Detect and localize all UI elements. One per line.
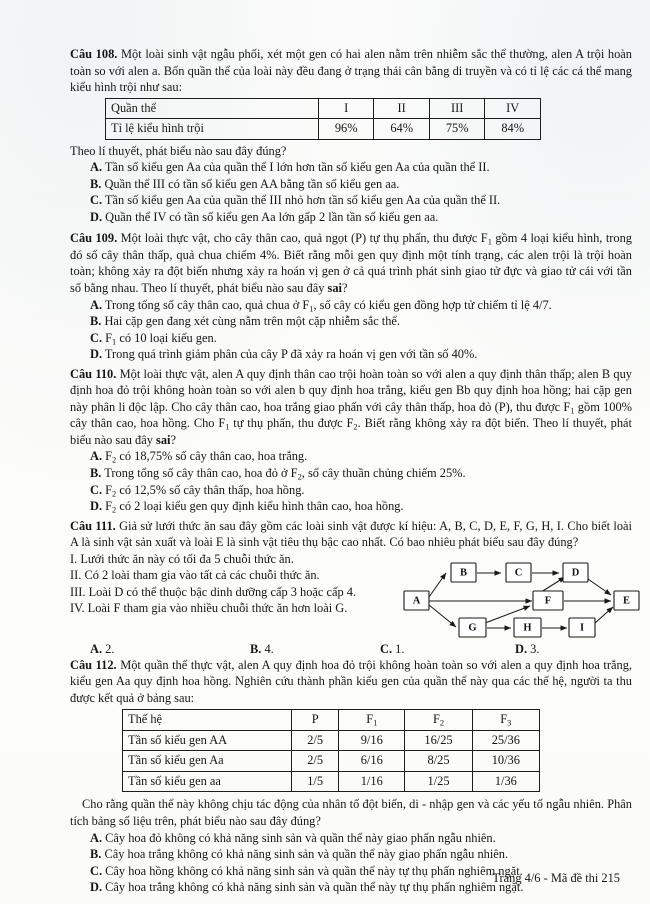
option-label: C. — [380, 641, 393, 656]
option-label: B. — [90, 466, 102, 481]
statement-iii: III. Loài D có thể thuộc bậc dinh dưỡng cấp 3 hoặc cấp 4. — [70, 584, 357, 599]
cell-aa-p: 2/5 — [292, 730, 339, 751]
svg-text:F: F — [544, 595, 552, 607]
question-108-option-d[interactable] — [70, 209, 632, 226]
table-row — [106, 98, 541, 119]
option-text: 3. — [527, 641, 540, 656]
food-web-area — [405, 549, 632, 641]
option-text: Tần số kiểu gen Aa của quần thể I lớn hơn tần số kiểu gen Aa của quần thể II. — [102, 160, 490, 175]
cell-het-f3: 10/36 — [472, 751, 539, 772]
question-109-option-d[interactable] — [70, 346, 632, 363]
subscript: 2 — [439, 717, 445, 728]
option-text: 1. — [392, 641, 405, 656]
question-112-body: Một quần thể thực vật, alen A quy định hoa đỏ trội không hoàn toàn so với alen a quy định hoa trắng, kiểu gen Aa quy định hoa hồng. Nghiên cứu thành phần kiểu gen của quần thể này qua các thế hệ, người ta thu được kết quả ở bảng sau: — [70, 657, 632, 705]
cell-rec-p: 1/5 — [292, 771, 339, 792]
population-I: I — [318, 98, 374, 119]
question-112-closing: Cho rằng quần thể này không chịu tác động của nhân tố đột biến, di - nhập gen và các yếu tố ngẫu nhiên. Phân tích bảng số liệu trên, phát biểu nào sau đây đúng? — [70, 797, 632, 828]
cell-aa-f1: 9/16 — [339, 730, 405, 751]
svg-text:D: D — [571, 567, 580, 579]
subscript-f1: 1 — [487, 236, 492, 247]
question-109-body-part3: ? — [341, 281, 348, 296]
question-112-table-wrapper — [122, 709, 632, 792]
emphasis-sai: sai — [156, 432, 171, 447]
row-label-aa-dominant: Tần số kiểu gen AA — [123, 730, 292, 751]
option-text-post: , số cây có kiểu gen đồng hợp tử chiếm tỉ lệ 4/7. — [313, 297, 552, 312]
statement-i: I. Lưới thức ăn này có tối đa 5 chuỗi thức ăn. — [70, 551, 294, 566]
question-110-body-part5: ? — [170, 432, 176, 447]
question-110-body-part4: . Biết rằng không xảy ra đột biến. Theo lí thuyết, phát biểu nào sau đây — [70, 416, 632, 447]
cell-het-f1: 6/16 — [339, 751, 405, 772]
cell-rec-f1: 1/16 — [339, 771, 405, 792]
table-row — [123, 771, 540, 792]
option-text-post: có 2 loại kiểu gen quy định kiểu hình thân cao, hoa hồng. — [116, 499, 404, 514]
option-label: D. — [515, 641, 528, 656]
question-108-option-a[interactable] — [70, 159, 632, 176]
question-110-option-b[interactable] — [70, 465, 632, 482]
question-108-option-b[interactable] — [70, 176, 632, 193]
question-108-body: Một loài sinh vật ngẫu phối, xét một gen có hai alen nằm trên nhiễm sắc thể thường, alen A trội hoàn toàn so với alen a. Bốn quần thể của loài này đều đang ở trạng thái cân bằng di truyền và có tỉ lệ các cá thể mang kiểu hình trội như sau: — [70, 47, 632, 95]
option-label: D. — [90, 347, 103, 362]
cell-rec-f3: 1/36 — [472, 771, 539, 792]
question-112-option-a[interactable] — [70, 830, 632, 847]
population-IV: IV — [485, 98, 541, 119]
question-109-body-part2: gồm 4 loại kiểu hình, trong đó số cây thân thấp, quả chua chiếm 4%. Biết rằng mỗi gen quy định một tính trạng, các alen trội là trội hoàn toàn; không xảy ra đột biến nhưng xảy ra hoán vị gen ở cả quá trình phát sinh giao tử đực và giao tử cái với tần số bằng nhau. Theo lí thuyết, phát biểu nào sau đây — [70, 231, 632, 296]
subscript: 1 — [373, 717, 378, 728]
subscript: 1 — [112, 336, 117, 347]
option-text: 4. — [261, 641, 274, 656]
column-header-p: P — [292, 710, 339, 731]
question-109-body-part1: Một loài thực vật, cho cây thân cao, quả ngọt (P) tự thụ phấn, thu được F — [117, 231, 488, 246]
question-109-option-b[interactable] — [70, 313, 632, 330]
option-text-pre: Trong tổng số cây thân cao, hoa đỏ ở F — [101, 466, 298, 481]
edge-i-e — [595, 607, 613, 623]
subscript: 2 — [297, 471, 302, 482]
option-label: C. — [90, 482, 103, 497]
option-label: B. — [90, 847, 102, 862]
option-text-pre: F — [102, 482, 113, 497]
column-header-f2: $F_2$ — [405, 710, 472, 731]
svg-text:B: B — [459, 567, 468, 579]
question-109-number: Câu 109. — [70, 231, 118, 246]
statement-iv: IV. Loài F tham gia vào nhiều chuỗi thức ăn hơn loài G. — [70, 601, 348, 616]
genotype-frequency-table — [122, 709, 540, 792]
option-label: C. — [90, 193, 103, 208]
question-110-option-c[interactable] — [70, 482, 632, 499]
svg-text:G: G — [468, 622, 477, 634]
subscript-f1b: 1 — [225, 421, 230, 432]
option-label: D. — [90, 880, 103, 895]
option-text: Cây hoa đỏ không có khả năng sinh sản và quần thể này giao phấn ngẫu nhiên. — [102, 830, 496, 845]
subscript: 2 — [112, 454, 117, 465]
subscript-f1: 1 — [570, 405, 575, 416]
node-f — [533, 591, 563, 610]
question-110-body-part1: Một loài thực vật, alen A quy định thân cao trội hoàn toàn so với alen a quy định thân thấp; alen B quy định hoa đỏ trội không hoàn toàn so với alen b quy định hoa trắng, kiểu gen Bb quy định hoa hồng; hai cặp gen này phân li độc lập. Cho cây thân cao, hoa trắng giao phấn với cây thân thấp, hoa đỏ (P), thu được F — [70, 366, 632, 414]
question-109 — [70, 230, 632, 296]
svg-text:H: H — [523, 622, 532, 634]
option-label: A. — [90, 830, 103, 845]
population-II: II — [374, 98, 430, 119]
node-g — [459, 618, 486, 637]
option-text: Cây hoa hồng không có khả năng sinh sản và quần thể này tự thụ phấn nghiêm ngặt. — [102, 863, 523, 878]
cell-het-p: 2/5 — [292, 751, 339, 772]
statement-ii: II. Có 2 loài tham gia vào tất cả các chuỗi thức ăn. — [70, 568, 320, 583]
question-112-number: Câu 112. — [70, 657, 117, 672]
question-112-option-b[interactable] — [70, 846, 632, 863]
edge-a-g — [429, 605, 456, 627]
edge-a-b — [429, 573, 446, 597]
node-c — [506, 563, 531, 582]
option-text-post: có 18,75% số cây thân cao, hoa trắng. — [116, 449, 308, 464]
option-text: Cây hoa trắng không có khả năng sinh sản và quần thể này tự thụ phấn nghiêm ngặt. — [102, 880, 524, 895]
edge-d-e — [588, 579, 611, 595]
option-label: A. — [90, 449, 103, 464]
food-web-diagram — [399, 557, 649, 645]
node-h — [514, 618, 541, 637]
node-b — [451, 563, 476, 582]
option-label: B. — [250, 641, 262, 656]
option-label: C. — [90, 863, 103, 878]
question-111-number: Câu 111. — [70, 518, 116, 533]
question-110-number: Câu 110. — [70, 366, 117, 381]
option-text: Quần thể IV có tần số kiểu gen Aa lớn gấp 2 lần tần số kiểu gen aa. — [102, 209, 439, 224]
svg-text:I: I — [579, 622, 585, 634]
question-110-option-d[interactable] — [70, 498, 632, 515]
question-110-body-part3: tự thụ phấn, thu được F — [229, 416, 354, 431]
table-row — [123, 751, 540, 772]
column-header-f1: $F_1$ — [339, 710, 405, 731]
row-label-aa-hetero: Tần số kiểu gen Aa — [123, 751, 292, 772]
question-111-option-a[interactable] — [90, 642, 250, 657]
row-header-population: Quần thể — [106, 98, 319, 119]
option-text-post: , số cây thuần chủng chiếm 25%. — [301, 466, 466, 481]
question-111-option-b[interactable] — [250, 642, 380, 657]
table-row — [123, 730, 540, 751]
option-text-pre: Trong quá trình giảm phân của cây P đã xảy ra hoán vị gen với tần số 40%. — [102, 347, 478, 362]
question-112 — [70, 657, 632, 707]
food-web-nodes — [404, 563, 639, 637]
svg-text:C: C — [514, 567, 523, 579]
row-label-aa-recessive: Tần số kiểu gen aa — [123, 771, 292, 792]
cell-rec-f2: 1/25 — [405, 771, 472, 792]
question-108-prompt: Theo lí thuyết, phát biểu nào sau đây đúng? — [70, 143, 287, 158]
page-footer: Trang 4/6 - Mã đề thi 215 — [492, 871, 620, 885]
option-text: Cây hoa trắng không có khả năng sinh sản và quần thể này giao phấn ngẫu nhiên. — [101, 847, 509, 862]
option-label: D. — [90, 209, 103, 224]
question-108 — [70, 46, 632, 96]
subscript: 1 — [309, 302, 314, 313]
column-header-f3: $F_3$ — [472, 710, 539, 731]
option-label: A. — [90, 641, 103, 656]
svg-text:A: A — [412, 595, 421, 607]
option-label: D. — [90, 499, 103, 514]
question-110-body-part2: gồm 100% cây thân cao, hoa hồng. Cho F — [70, 399, 633, 431]
option-label: C. — [90, 330, 103, 345]
subscript-f2: 2 — [353, 421, 358, 432]
subscript: 3 — [507, 717, 512, 728]
question-111-statements — [70, 551, 405, 617]
option-text: Tần số kiểu gen Aa của quần thể III nhỏ hơn tần số kiểu gen Aa của quần thể II. — [102, 193, 501, 208]
node-i — [569, 618, 595, 637]
option-text-pre: F — [102, 330, 113, 345]
question-111-statements-and-diagram — [70, 551, 632, 641]
population-ratio-table — [105, 98, 541, 140]
cell-aa-f2: 16/25 — [405, 730, 472, 751]
question-109-option-c[interactable] — [70, 330, 632, 347]
option-text-pre: Trong tổng số cây thân cao, quả chua ở F — [102, 297, 310, 312]
option-label: A. — [90, 160, 103, 175]
cell-aa-f3: 25/36 — [472, 730, 539, 751]
question-108-number: Câu 108. — [70, 47, 118, 61]
ratio-I: 96% — [318, 119, 374, 140]
population-III: III — [429, 98, 485, 119]
node-a — [404, 591, 429, 610]
ratio-III: 75% — [429, 119, 485, 140]
ratio-II: 64% — [374, 119, 430, 140]
question-111-body: Giả sử lưới thức ăn sau đây gồm các loài sinh vật được kí hiệu: A, B, C, D, E, F, G, H, I. Cho biết loài A là sinh vật sản xuất và loài E là sinh vật tiêu thụ bậc cao nhất. Có bao nhiêu phát biểu sau đây đúng? — [70, 518, 633, 550]
option-text-post: có 10 loại kiểu gen. — [116, 330, 217, 345]
question-111 — [70, 518, 632, 551]
cell-het-f2: 8/25 — [405, 751, 472, 772]
column-header-generation: Thế hệ — [123, 710, 292, 731]
question-109-option-a[interactable] — [70, 297, 632, 314]
question-108-table-wrapper — [105, 98, 632, 140]
option-text-pre: F — [102, 499, 113, 514]
option-text: 2. — [102, 641, 115, 656]
question-110-option-a[interactable] — [70, 448, 632, 465]
option-label: B. — [90, 314, 102, 329]
table-row — [106, 119, 541, 140]
subscript: 2 — [112, 487, 117, 498]
option-label: B. — [90, 176, 102, 191]
row-header-dominant-ratio: Tỉ lệ kiểu hình trội — [106, 119, 319, 140]
option-text-pre: Hai cặp gen đang xét cùng nằm trên một cặp nhiễm sắc thể. — [101, 314, 401, 329]
option-label: A. — [90, 297, 103, 312]
node-d — [563, 563, 588, 582]
question-108-option-c[interactable] — [70, 192, 632, 209]
question-110 — [70, 366, 632, 449]
option-text: Quần thể III có tần số kiểu gen AA bằng tần số kiểu gen aa. — [101, 176, 400, 191]
option-text-post: có 12,5% số cây thân thấp, hoa hồng. — [116, 482, 305, 497]
svg-text:E: E — [622, 595, 631, 607]
ratio-IV: 84% — [485, 119, 541, 140]
subscript: 2 — [112, 504, 117, 515]
emphasis-sai: sai — [327, 281, 342, 296]
node-e — [614, 591, 639, 610]
option-text-pre: F — [102, 449, 113, 464]
table-row — [123, 710, 540, 731]
